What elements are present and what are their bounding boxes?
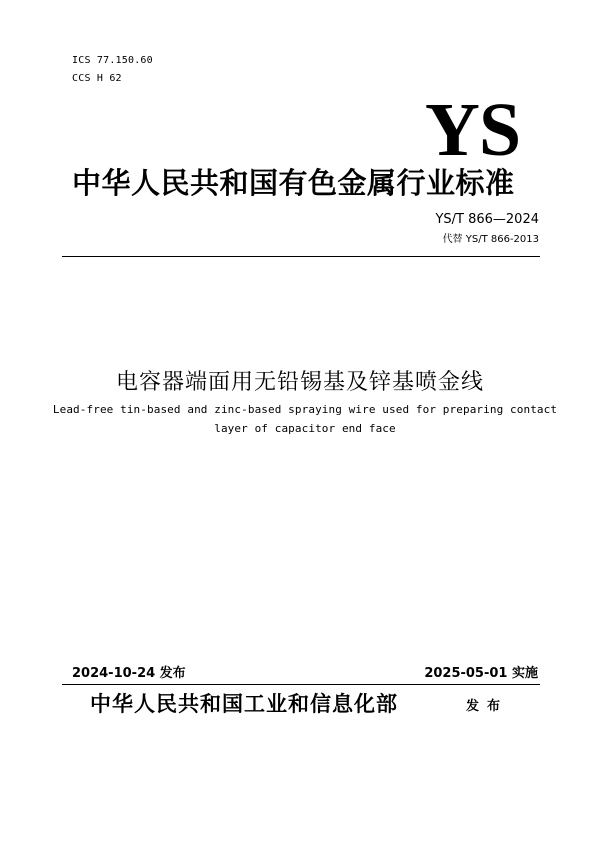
top-divider — [62, 256, 540, 257]
issuing-authority: 中华人民共和国工业和信息化部 — [90, 692, 398, 716]
ics-code: ICS 77.150.60 — [72, 55, 153, 66]
document-title-cn: 电容器端面用无铅锡基及锌基喷金线 — [115, 370, 484, 395]
document-title-en: Lead-free tin-based and zinc-based spraying wire used for preparing contact layer of capacitor end face — [52, 403, 558, 435]
ys-logo: YS — [425, 88, 521, 172]
standard-number: YS/T 866—2024 — [435, 212, 539, 227]
standard-title: 中华人民共和国有色金属行业标准 — [72, 166, 515, 200]
ccs-code: CCS H 62 — [72, 73, 122, 84]
bottom-divider — [62, 684, 540, 685]
issue-date: 2024-10-24 发布 — [72, 666, 186, 681]
implementation-date: 2025-05-01 实施 — [424, 666, 538, 681]
replaces-standard: 代替 YS/T 866-2013 — [442, 234, 539, 245]
publish-label: 发布 — [466, 699, 509, 714]
